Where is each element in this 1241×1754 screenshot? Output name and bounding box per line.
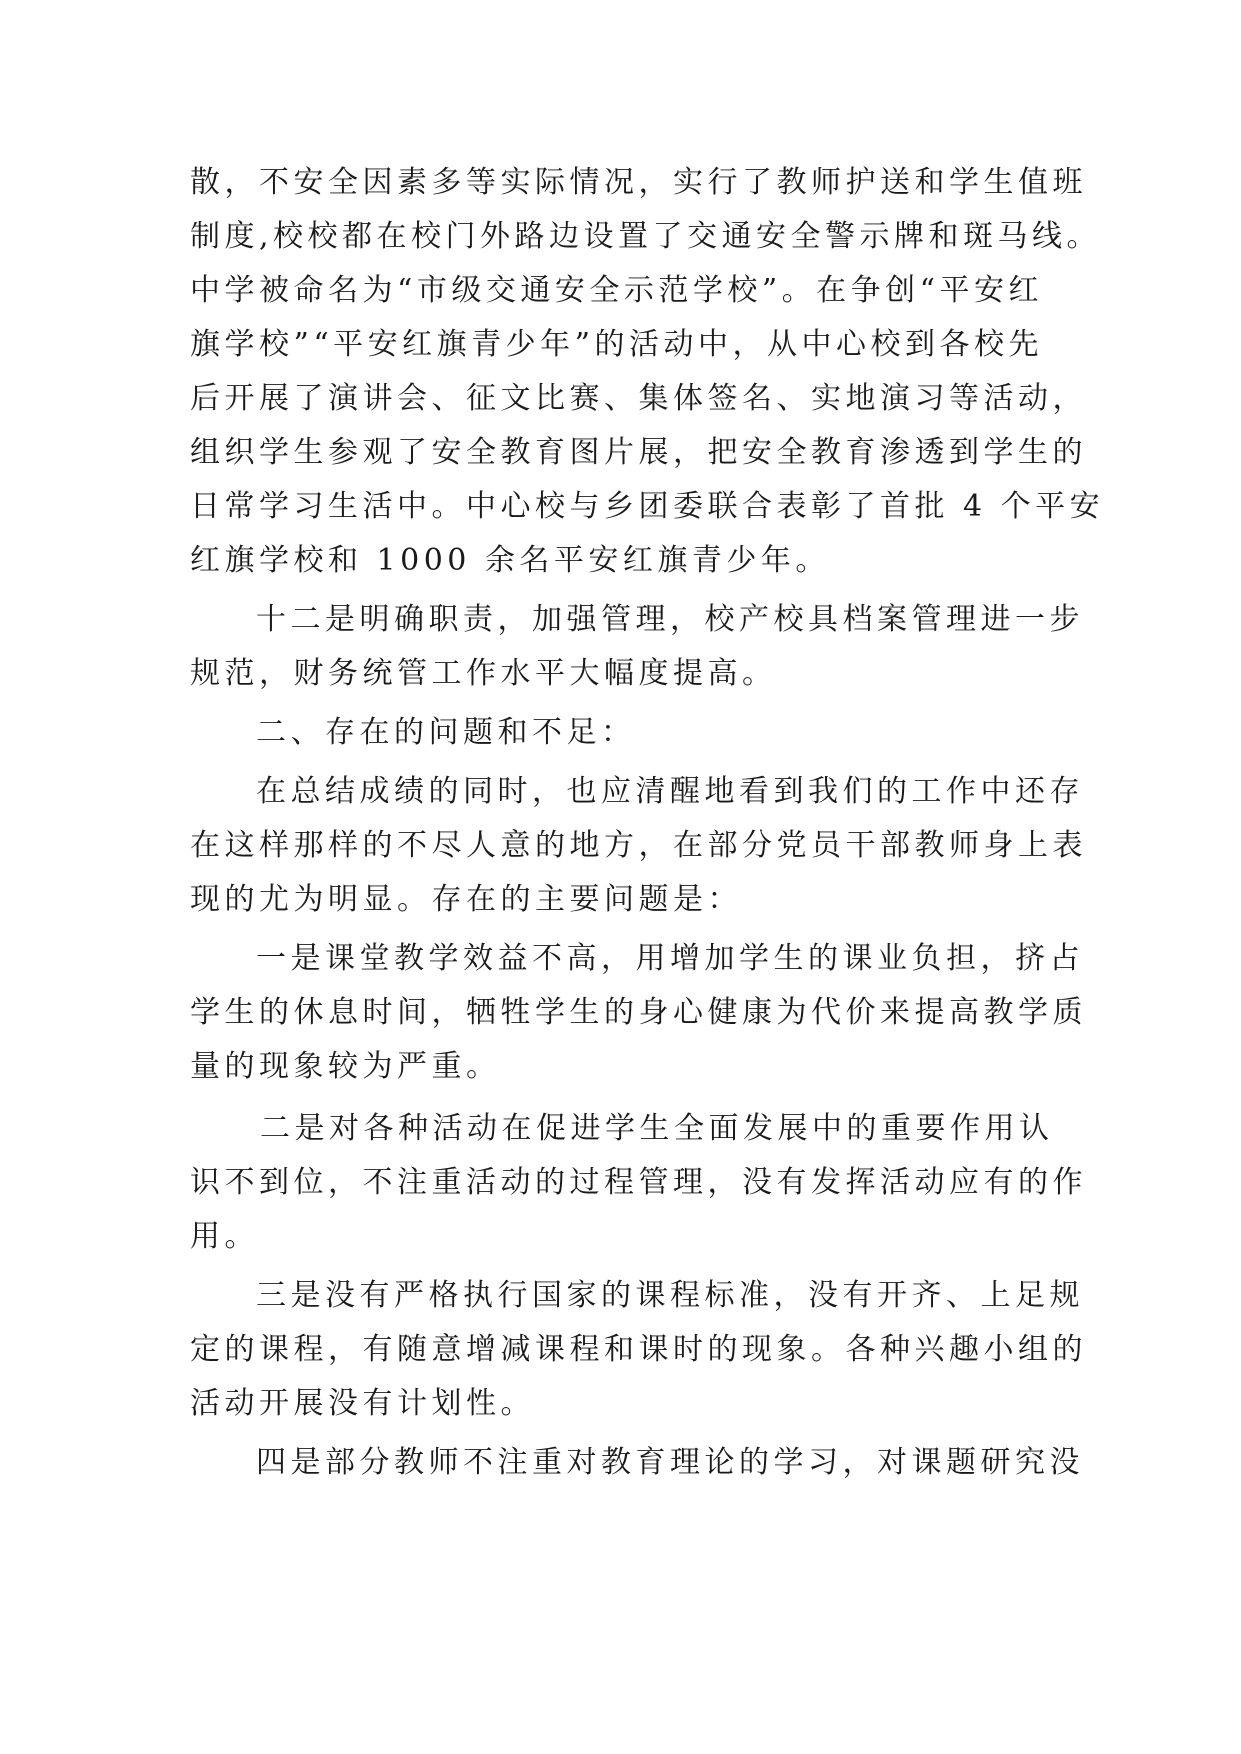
paragraph-first-line: 一是课堂教学效益不高，用增加学生的课业负担，挤占 — [256, 941, 1084, 976]
text-line: 在这样那样的不尽人意的地方，在部分党员干部教师身上表 — [190, 828, 1087, 863]
text-line: 散，不安全因素多等实际情况，实行了教师护送和学生值班 — [190, 165, 1087, 200]
text-line: 现的尤为明显。存在的主要问题是： — [190, 882, 742, 917]
text-line: 规范，财务统管工作水平大幅度提高。 — [190, 656, 777, 691]
text-line: 日常学习生活中。中心校与乡团委联合表彰了首批 4 个平安 — [190, 489, 1105, 524]
text-line: 后开展了演讲会、征文比赛、集体签名、实地演习等活动， — [190, 381, 1087, 416]
text-line: 量的现象较为严重。 — [190, 1049, 501, 1084]
text-line: 用。 — [190, 1219, 259, 1254]
paragraph-first-line: 四是部分教师不注重对教育理论的学习，对课题研究没 — [256, 1445, 1084, 1480]
section-heading: 二、存在的问题和不足： — [256, 715, 636, 750]
text-line: 中学被命名为“市级交通安全示范学校”。在争创“平安红 — [190, 273, 1044, 308]
text-line: 旗学校”“平安红旗青少年”的活动中，从中心校到各校先 — [190, 327, 1044, 362]
text-line: 制度,校校都在校门外路边设置了交通安全警示牌和斑马线。 — [190, 219, 1102, 254]
text-line: 红旗学校和 1000 余名平安红旗青少年。 — [190, 543, 830, 578]
text-line: 活动开展没有计划性。 — [190, 1386, 535, 1421]
text-line: 定的课程，有随意增减课程和课时的现象。各种兴趣小组的 — [190, 1332, 1087, 1367]
text-line: 组织学生参观了安全教育图片展，把安全教育渗透到学生的 — [190, 435, 1087, 470]
text-line: 识不到位，不注重活动的过程管理，没有发挥活动应有的作 — [190, 1165, 1087, 1200]
paragraph-first-line: 在总结成绩的同时，也应清醒地看到我们的工作中还存 — [256, 774, 1084, 809]
text-line: 学生的休息时间，牺牲学生的身心健康为代价来提高教学质 — [190, 995, 1087, 1030]
paragraph-first-line: 三是没有严格执行国家的课程标准，没有开齐、上足规 — [256, 1278, 1084, 1313]
paragraph-first-line: 二是对各种活动在促进学生全面发展中的重要作用认 — [260, 1111, 1054, 1146]
paragraph-first-line: 十二是明确职责，加强管理，校产校具档案管理进一步 — [256, 602, 1084, 637]
